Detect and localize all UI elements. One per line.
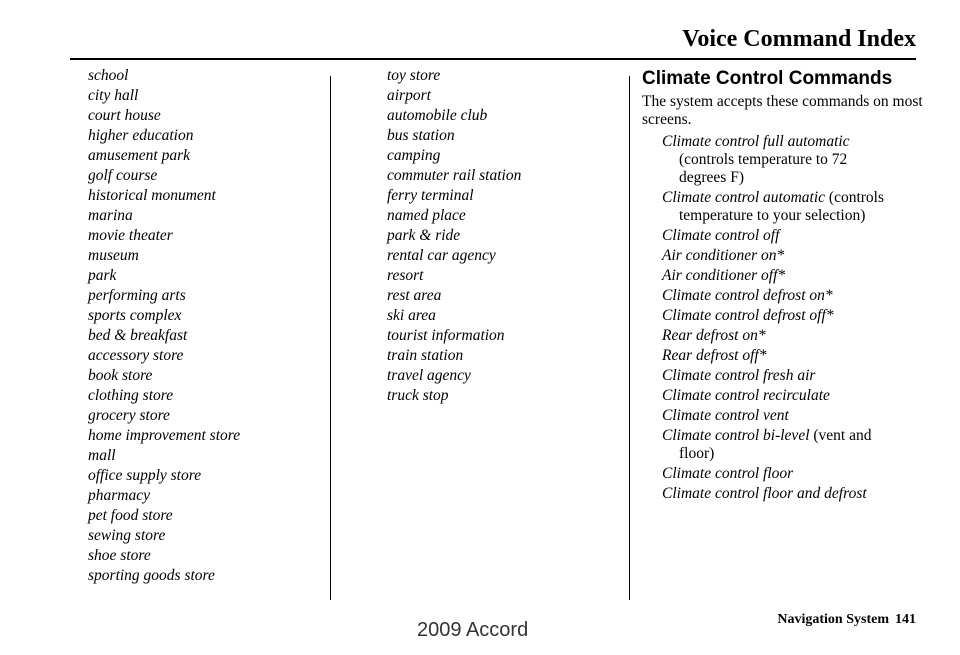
command-item: ski area [387,307,436,324]
command-item: airport [387,87,431,104]
column-divider [629,76,630,600]
command-text: Climate control full automatic [662,133,850,150]
command-item: school [88,67,129,84]
command-item: bed & breakfast [88,327,188,344]
climate-command [662,225,924,245]
command-item: named place [387,207,466,224]
climate-command [662,425,924,463]
header-rule [70,58,916,60]
command-item: museum [88,247,139,264]
command-item: movie theater [88,227,173,244]
command-item: grocery store [88,407,170,424]
command-item: park [88,267,117,284]
command-item: tourist information [387,327,505,344]
command-item: pet food store [88,507,173,524]
command-item: rest area [387,287,442,304]
command-text: Climate control recirculate [662,387,830,404]
command-item: automobile club [387,107,488,124]
climate-command [662,385,924,405]
command-item: golf course [88,167,158,184]
command-note: floor) [679,445,715,462]
command-item: commuter rail station [387,167,522,184]
command-note: (vent and [809,427,872,444]
section-intro: The system accepts these commands on most screens. [642,93,923,128]
command-text: Climate control floor and defrost [662,485,867,502]
page-footer [777,612,916,628]
footer-section-label: Navigation System [777,612,889,627]
climate-command [662,245,924,265]
section-heading: Climate Control Commands [642,68,893,89]
command-text: Climate control vent [662,407,789,424]
climate-command [662,345,924,365]
climate-command [662,365,924,385]
command-item: train station [387,347,464,364]
command-note: temperature to your selection) [679,207,866,224]
climate-command [662,265,924,285]
command-note: (controls [825,189,885,206]
page-title: Voice Command Index [682,26,916,52]
command-text: Climate control bi-level [662,427,810,444]
command-item: toy store [387,67,441,84]
command-text: Climate control fresh air [662,367,816,384]
command-text: Climate control floor [662,465,794,482]
climate-command [662,483,924,503]
command-item: historical monument [88,187,216,204]
command-item: accessory store [88,347,184,364]
command-text: Climate control defrost on* [662,287,833,304]
climate-command [662,405,924,425]
command-text: Air conditioner off* [662,267,786,284]
command-item: bus station [387,127,455,144]
command-text: Climate control off [662,227,780,244]
command-item: resort [387,267,424,284]
climate-command [662,325,924,345]
command-item: office supply store [88,467,202,484]
command-item: court house [88,107,161,124]
climate-command [662,285,924,305]
command-text: Rear defrost off* [662,347,767,364]
command-item: pharmacy [88,487,150,504]
command-item: amusement park [88,147,191,164]
command-note: degrees F) [679,169,744,186]
command-item: sports complex [88,307,182,324]
column-divider [330,76,331,600]
command-item: home improvement store [88,427,241,444]
command-item: shoe store [88,547,151,564]
command-list-column-1 [88,66,318,586]
command-item: book store [88,367,153,384]
command-item: clothing store [88,387,174,404]
command-text: Climate control defrost off* [662,307,834,324]
command-item: mall [88,447,116,464]
command-item: rental car agency [387,247,496,264]
watermark: 2009 Accord [417,619,529,641]
page-number: 141 [895,612,916,627]
command-item: travel agency [387,367,471,384]
command-item: marina [88,207,133,224]
command-item: park & ride [387,227,461,244]
command-item: sporting goods store [88,567,215,584]
climate-section [642,67,924,503]
climate-command [662,131,924,187]
climate-command [662,305,924,325]
command-text: Climate control automatic [662,189,826,206]
command-item: truck stop [387,387,449,404]
command-item: sewing store [88,527,166,544]
command-list-column-2 [387,66,617,406]
climate-command [662,463,924,483]
command-item: performing arts [88,287,186,304]
command-item: higher education [88,127,194,144]
command-item: city hall [88,87,139,104]
command-item: ferry terminal [387,187,474,204]
command-text: Rear defrost on* [662,327,766,344]
command-item: camping [387,147,441,164]
command-text: Air conditioner on* [662,247,785,264]
command-note: (controls temperature to 72 [679,151,848,168]
climate-command [662,187,924,225]
climate-command-list [642,131,924,503]
